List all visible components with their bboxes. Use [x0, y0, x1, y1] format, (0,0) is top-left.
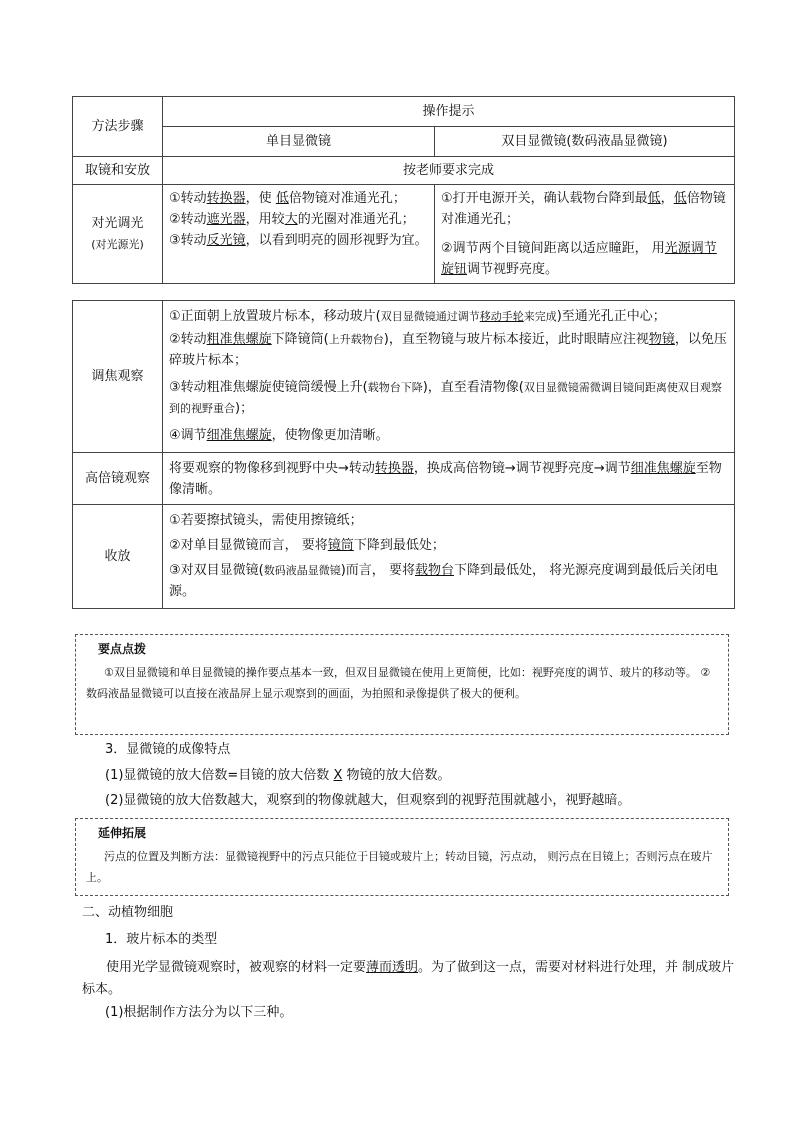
focus-content: [163, 301, 735, 453]
header-steps: 方法步骤: [73, 97, 163, 157]
row-light-subtitle: (对光源光): [91, 238, 144, 251]
row-light-label: [73, 185, 163, 284]
key-points-body: ①双目显微镜和单目显微镜的操作要点基本一致，但双目显微镜在使用上更简便，比如：视野亮度的调节、玻片的移动等。 ②数码液晶显微镜可以直接在液晶屏上显示观察到的画面，为拍照和录像提供了极大的便利。: [86, 666, 711, 700]
mono-line-2: ②转动遮光器，用较大的光圈对准通光孔；: [169, 212, 415, 227]
store-content: [163, 505, 735, 609]
extension-title: 延伸拓展: [98, 826, 147, 840]
row-take-content: 按老师要求完成: [163, 157, 735, 185]
row-light-title: 对光调光: [91, 216, 144, 231]
extension-box: [75, 818, 729, 896]
focus-step-2: ②转动粗准焦螺旋下降镜筒(上升载物台)，直至物镜与玻片标本接近，此时眼睛应注视物镜，以免压碎玻片标本；: [169, 331, 727, 368]
section-two-p2: (1)根据制作方法分为以下三种。: [105, 1005, 293, 1020]
section-two-subheading: 1．玻片标本的类型: [105, 932, 218, 947]
high-power-label: 高倍镜观察: [73, 453, 163, 505]
focus-step-4: ④调节细准焦螺旋，使物像更加清晰。: [169, 427, 389, 443]
header-tips: 操作提示: [163, 97, 735, 127]
section-two-heading: 二、动植物细胞: [82, 905, 174, 920]
key-points-title: 要点点拨: [98, 642, 147, 656]
procedure-table-2: [72, 300, 735, 609]
section-3-p2: (2)显微镜的放大倍数越大，观察到的物像就越大，但观察到的视野范围就越小，视野越暗。: [105, 793, 631, 808]
store-label: 收放: [73, 505, 163, 609]
bino-line-1: ①打开电源开关，确认载物台降到最低，低倍物镜对准通光孔；: [441, 191, 726, 227]
focus-step-1: ①正面朝上放置玻片标本，移动玻片(双目显微镜通过调节移动手轮来完成)至通光孔正中心；: [169, 308, 666, 324]
focus-step-3: ③转动粗准焦螺旋使镜筒缓慢上升(载物台下降)，直至看清物像(双目显微镜需微调目镜间距离使双目观察到的视野重合)；: [169, 379, 722, 416]
procedure-table-1: [72, 96, 735, 284]
mono-line-3: ③转动反光镜，以看到明亮的圆形视野为宜。: [169, 233, 428, 248]
bino-line-2: ②调节两个目镜间距离以适应瞳距， 用光源调节旋钮调节视野亮度。: [441, 241, 717, 277]
header-bino: 双目显微镜(数码液晶显微镜): [435, 127, 735, 157]
high-power-content: 将要观察的物像移到视野中央→转动转换器，换成高倍物镜→调节视野亮度→调节细准焦螺旋至物像清晰。: [163, 453, 735, 505]
focus-label: 调焦观察: [73, 301, 163, 453]
store-step-2: ②对单目显微镜而言， 要将镜筒下降到最低处；: [169, 537, 445, 553]
key-points-box: [75, 634, 729, 735]
store-step-3: ③对双目显微镜(数码液晶显微镜)而言， 要将载物台下降到最低处， 将光源亮度调到最低后关闭电源。: [169, 562, 719, 599]
row-take-label: 取镜和安放: [73, 157, 163, 185]
extension-body: 污点的位置及判断方法：显微镜视野中的污点只能位于目镜或玻片上；转动目镜，污点动， 则污点在目镜上；否则污点在玻片上。: [86, 850, 713, 884]
row-light-bino: [435, 185, 735, 284]
section-two-p1: 使用光学显微镜观察时，被观察的材料一定要薄而透明。为了做到这一点，需要对材料进行处理，并 制成玻片标本。: [82, 960, 735, 997]
section-3-p1: (1)显微镜的放大倍数=目镜的放大倍数 X 物镜的放大倍数。: [105, 768, 451, 783]
row-light-mono: [163, 185, 435, 284]
mono-line-1: ①转动转换器，使 低倍物镜对准通光孔；: [169, 191, 406, 206]
section-3-heading: 3．显微镜的成像特点: [105, 742, 231, 757]
header-mono: 单目显微镜: [163, 127, 435, 157]
store-step-1: ①若要擦拭镜头，需使用擦镜纸；: [169, 512, 363, 528]
